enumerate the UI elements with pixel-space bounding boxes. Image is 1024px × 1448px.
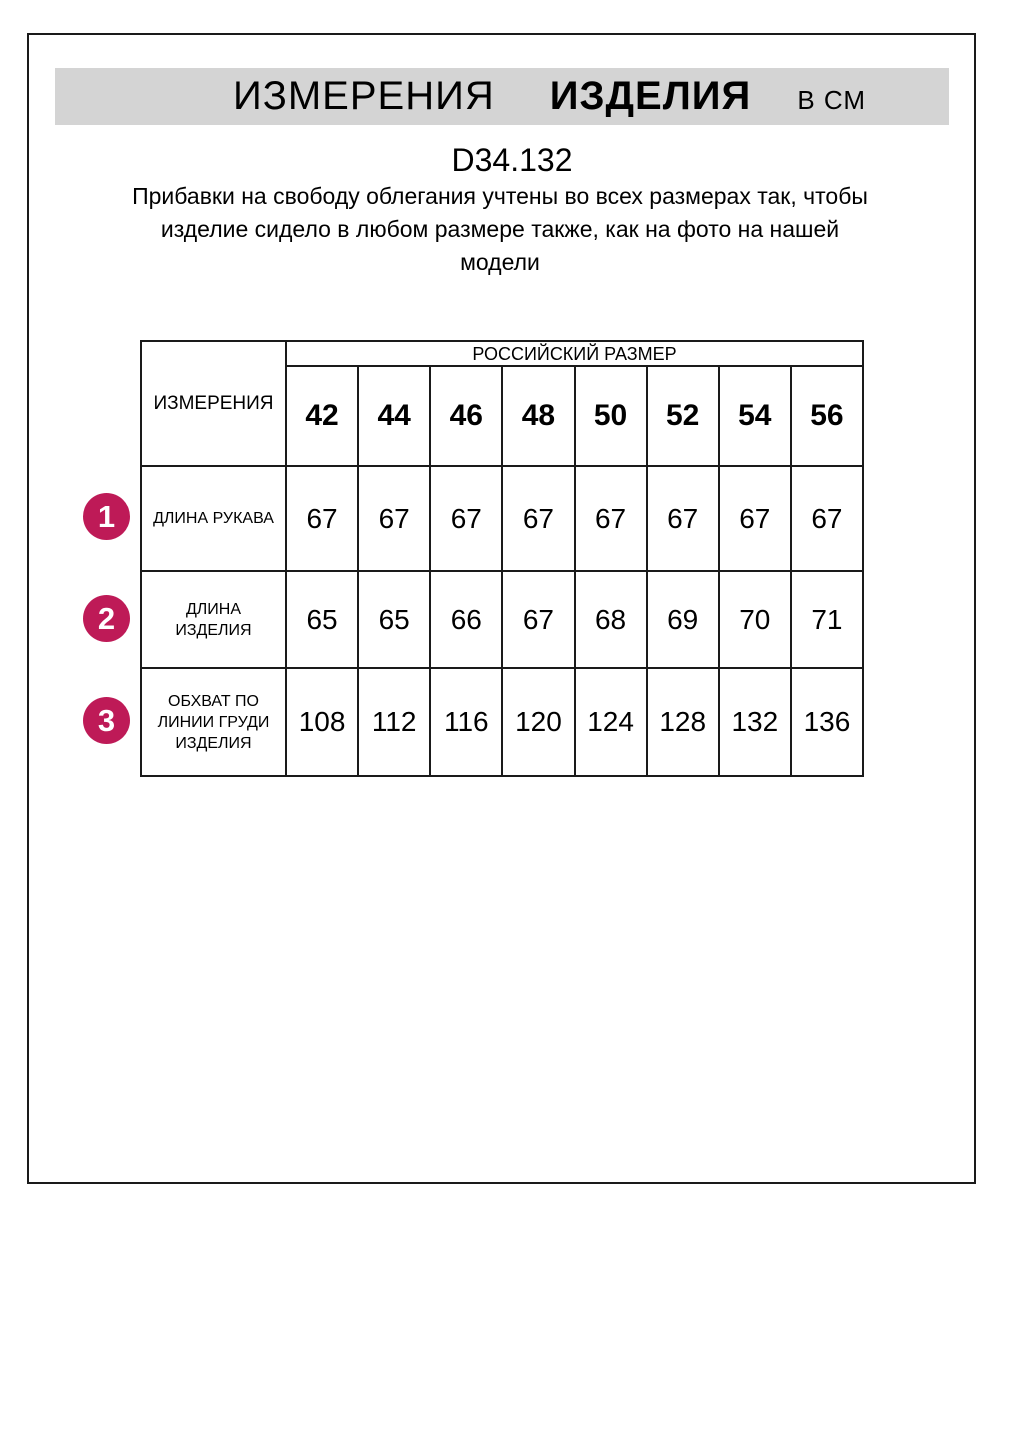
description-line-3: модели [460, 249, 540, 275]
description-line-2: изделие сидело в любом размере также, как на фото на нашей [160, 216, 840, 242]
row-label-chest-girth: ОБХВАТ ПО ЛИНИИ ГРУДИ ИЗДЕЛИЯ [141, 668, 286, 776]
row-label-sleeve-length: ДЛИНА РУКАВА [141, 466, 286, 571]
size-header-46: 46 [430, 366, 502, 466]
table-cell: 66 [430, 571, 502, 668]
size-header-42: 42 [286, 366, 358, 466]
size-header-56: 56 [791, 366, 863, 466]
table-row-product-length [141, 571, 863, 668]
table-cell: 67 [502, 571, 574, 668]
table-cell: 71 [791, 571, 863, 668]
size-header-44: 44 [358, 366, 430, 466]
table-cell: 120 [502, 668, 574, 776]
badge-number: 1 [97, 498, 116, 534]
table-cell: 67 [575, 466, 647, 571]
badge-number: 3 [97, 702, 116, 738]
table-cell: 67 [502, 466, 574, 571]
title-bar [55, 68, 949, 125]
badge-number: 2 [97, 600, 116, 636]
table-cell: 65 [286, 571, 358, 668]
table-cell: 67 [286, 466, 358, 571]
table-cell: 68 [575, 571, 647, 668]
title-unit: В СМ [797, 85, 867, 115]
size-table [140, 340, 864, 777]
table-cell: 67 [647, 466, 719, 571]
table-cell: 128 [647, 668, 719, 776]
table-cell: 132 [719, 668, 791, 776]
table-cell: 67 [358, 466, 430, 571]
russian-size-group-header: РОССИЙСКИЙ РАЗМЕР [286, 341, 863, 366]
size-header-48: 48 [502, 366, 574, 466]
table-cell: 108 [286, 668, 358, 776]
row-number-badge-2 [83, 595, 130, 642]
table-row-chest-girth [141, 668, 863, 776]
row-number-badge-1 [83, 493, 130, 540]
table-row-sleeve-length [141, 466, 863, 571]
title-measurements: ИЗМЕРЕНИЯ [232, 74, 495, 118]
table-cell: 67 [430, 466, 502, 571]
row-label-product-length: ДЛИНА ИЗДЕЛИЯ [141, 571, 286, 668]
fit-description [0, 180, 1000, 279]
row-number-badge-3 [83, 697, 130, 744]
description-line-1: Прибавки на свободу облегания учтены во всех размерах так, чтобы [132, 183, 868, 209]
table-cell: 112 [358, 668, 430, 776]
table-cell: 116 [430, 668, 502, 776]
table-cell: 124 [575, 668, 647, 776]
table-cell: 67 [719, 466, 791, 571]
table-cell: 136 [791, 668, 863, 776]
measurements-column-header: ИЗМЕРЕНИЯ [141, 341, 286, 466]
table-cell: 65 [358, 571, 430, 668]
size-header-52: 52 [647, 366, 719, 466]
table-cell: 70 [719, 571, 791, 668]
model-number: D34.132 [451, 142, 573, 178]
table-cell: 67 [791, 466, 863, 571]
size-header-54: 54 [719, 366, 791, 466]
size-header-50: 50 [575, 366, 647, 466]
title-product: ИЗДЕЛИЯ [549, 74, 752, 118]
table-cell: 69 [647, 571, 719, 668]
